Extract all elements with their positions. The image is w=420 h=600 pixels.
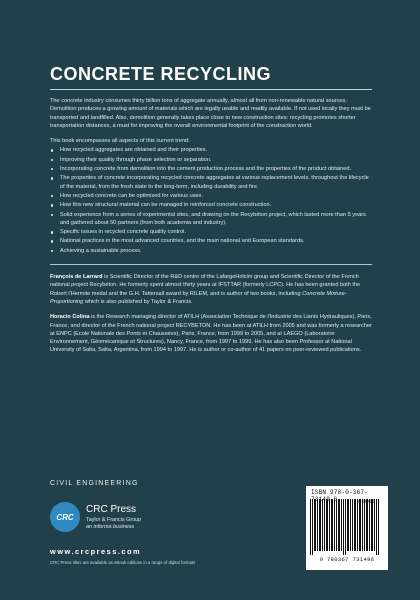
list-item: Solid experience from a series of experimental sites, and drawing on the Recybéton project, which lasted more than 5 years and gathered about 50 partners (from both academia and industry). [50,211,372,228]
list-lead: This book encompasses all aspects of this current trend: [50,138,190,145]
list-item: Incorporating concrete from demolition into the cement production process and the properties of the product obtained. [50,165,372,173]
title-rule [50,89,372,90]
list-item: National practices in the most advanced countries, and the main national and European standards. [50,237,372,245]
barcode [306,486,388,570]
author-bio [50,273,372,306]
book-reference: Concrete Mixture-Proportioning [50,290,347,305]
list-item: Specific issues in recycled concrete quality control. [50,228,372,236]
ean-number: 9 780367 731496 [319,556,375,563]
price-code: 90000 [358,498,375,505]
publisher-group: Taylor & Francis Group [86,517,142,523]
crc-logo-icon [50,502,80,532]
list-item: Improving their quality through phase selection or separation. [50,156,372,164]
author-name: Horacio Colina [50,314,90,321]
author-bio-text: is Scientific Director of the R&D centre of the LafargeHolcim group and Scientific Director of the French national project Recybéton. He formerly spent almost thirty years at IFSTTAR (formerly LCPC). He has been granted both the Robert l'Hermite medal and the G.H. Tattersall award by RILEM, and is author of two books, including [50,274,361,297]
crc-logo-text: CRC [56,512,74,522]
back-cover-text [50,97,372,362]
isbn-number: ISBN 978-0-367- 3149-6 [311,489,369,503]
author-bio [50,313,372,354]
barcode-bars-icon [310,499,384,555]
author-name: François de Larrard [50,274,103,281]
author-bio-text: is the Research managing director of ATILH (Association Technique de l'Industrie des Liants Hydrauliques), Paris, France, and director of the French national project RECYBETON. He has been at ATILH from 2005 and was formerly a researcher at ENPC (Ecole Nationale des Ponts et Chaussées), Paris, France, from 1999 to 2005, and at LAEGO (Laboratoire Environnement, Géomécanique et Structures), Nancy, France, from 1997 to 1999. He has also been Professor at National University of Salta, Salta, Argentina, from 1994 to 1997. He is author or co-author of 41 papers on peer-reviewed publications. [50,314,372,354]
publisher-website: www.crcpress.com [50,547,142,556]
author-bio-text: which is also published by Taylor & Francis. [83,298,193,305]
publisher-name: CRC Press [86,504,137,515]
list-item: The properties of concrete incorporating recycled concrete aggregates at various replacement levels, throughout the lifecycle of the material, from the fresh state to the long-term, including durability and fire. [50,174,372,191]
list-item: How recycled concrete can be optimised for various uses. [50,192,372,200]
list-item: Achieving a sustainable process. [50,247,372,255]
section-divider [50,264,372,265]
topic-list [50,146,372,255]
list-item: How this new structural material can be managed in reinforced concrete construction. [50,201,372,209]
list-item: How recycled aggregates are obtained and their properties. [50,146,372,154]
book-title: CONCRETE RECYCLING [50,64,272,84]
intro-paragraph: The concrete industry consumes thirty billion tons of aggregate annually, almost all from non-renewable natural sources. Demolition produces a growing amount of materials which are legally usable and readily available. If not used locally they must be transported and landfilled. Also, demolition generally takes place close to new construction sites: recycling promotes shorter transportation distances, a must for improving the overall environmental footprint of the construction world. [50,98,371,129]
publisher-company: an informa business [86,524,135,530]
subject-category: CIVIL ENGINEERING [50,480,139,487]
ebook-note: CRC Press titles are available as eBook editions in a range of digital formats [50,560,196,565]
